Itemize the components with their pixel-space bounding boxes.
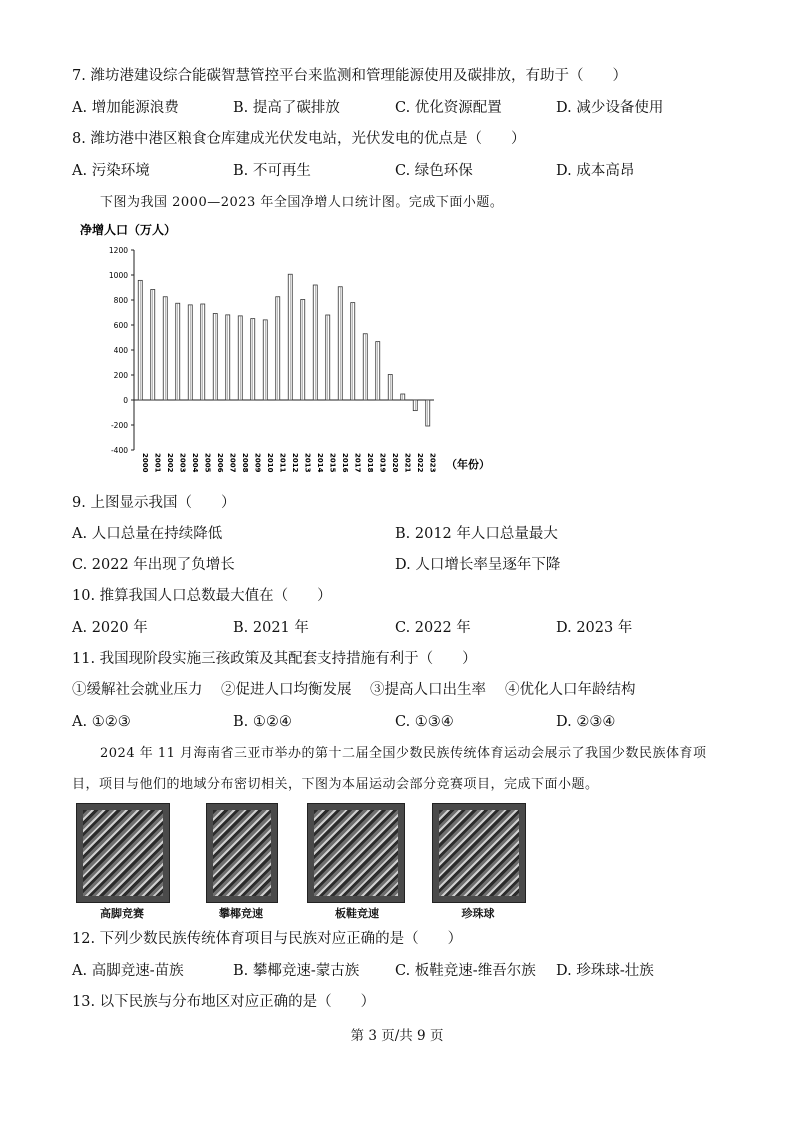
q11-option-a: A. ①②③ xyxy=(72,714,131,730)
caption-stilts-race: 高脚竞赛 xyxy=(100,907,144,920)
q7-option-c: C. 优化资源配置 xyxy=(395,100,502,116)
y-tick-label: -400 xyxy=(110,446,128,455)
q9-option-b: B. 2012 年人口总量最大 xyxy=(395,526,558,542)
x-tick-label: 2017 xyxy=(353,453,362,473)
x-tick-label: 2021 xyxy=(403,453,412,473)
q12-option-d: D. 珍珠球-壮族 xyxy=(556,963,654,979)
x-axis-label: （年份） xyxy=(446,458,490,471)
x-tick-label: 2020 xyxy=(390,453,399,473)
q11-stem: 11. 我国现阶段实施三孩政策及其配套支持措施有利于（ ） xyxy=(72,651,477,667)
q8-stem: 8. 潍坊港中港区粮食仓库建成光伏发电站，光伏发电的优点是（ ） xyxy=(72,131,526,147)
x-tick-label: 2006 xyxy=(215,453,224,473)
q10-option-b: B. 2021 年 xyxy=(233,620,309,636)
q11-item-2: ②促进人口均衡发展 xyxy=(221,682,352,698)
x-tick-label: 2019 xyxy=(378,453,387,473)
stilts-race-photo xyxy=(76,803,170,903)
caption-pearl-ball: 珍珠球 xyxy=(461,907,495,920)
q7-option-b: B. 提高了碳排放 xyxy=(233,100,340,116)
q8-option-a: A. 污染环境 xyxy=(72,163,150,179)
q8-option-c: C. 绿色环保 xyxy=(395,163,473,179)
x-tick-label: 2001 xyxy=(153,453,162,473)
pearl-ball-photo xyxy=(432,803,526,903)
x-tick-label: 2000 xyxy=(140,453,149,473)
q7-option-d: D. 减少设备使用 xyxy=(556,100,664,116)
y-tick-label: 600 xyxy=(113,321,128,330)
coconut-climbing-photo xyxy=(206,803,278,903)
x-tick-label: 2013 xyxy=(303,453,312,473)
x-tick-label: 2022 xyxy=(415,453,424,473)
q9-option-d: D. 人口增长率呈逐年下降 xyxy=(395,557,561,573)
caption-board-shoes-race: 板鞋竞速 xyxy=(335,907,379,920)
q8-option-d: D. 成本高昂 xyxy=(556,163,635,179)
y-tick-label: 1200 xyxy=(108,246,128,255)
q9-stem: 9. 上图显示我国（ ） xyxy=(72,495,236,511)
x-tick-label: 2003 xyxy=(178,453,187,473)
q12-option-b: B. 攀椰竞速-蒙古族 xyxy=(233,963,360,979)
q11-option-c: C. ①③④ xyxy=(395,714,454,730)
y-tick-label: 1000 xyxy=(108,271,128,280)
q11-item-4: ④优化人口年龄结构 xyxy=(505,682,636,698)
q10-option-a: A. 2020 年 xyxy=(72,620,148,636)
y-tick-label: 400 xyxy=(113,346,128,355)
x-tick-label: 2011 xyxy=(278,453,287,473)
x-tick-label: 2004 xyxy=(190,453,199,473)
q7-option-a: A. 增加能源浪费 xyxy=(72,100,179,116)
q11-item-1: ①缓解社会就业压力 xyxy=(72,682,203,698)
x-tick-label: 2023 xyxy=(428,453,437,473)
q10-option-d: D. 2023 年 xyxy=(556,620,633,636)
caption-coconut-climbing: 攀椰竞速 xyxy=(219,907,263,920)
q11-option-b: B. ①②④ xyxy=(233,714,292,730)
x-tick-label: 2009 xyxy=(253,453,262,473)
q13-stem: 13. 以下民族与分布地区对应正确的是（ ） xyxy=(72,994,376,1010)
x-tick-label: 2018 xyxy=(365,453,374,473)
sports-intro-line-1: 2024 年 11 月海南省三亚市举办的第十二届全国少数民族传统体育运动会展示了我国少数民族体育项 xyxy=(100,746,707,761)
x-tick-label: 2015 xyxy=(328,453,337,473)
q11-item-3: ③提高人口出生率 xyxy=(370,682,486,698)
y-tick-label: 800 xyxy=(113,296,128,305)
x-tick-label: 2016 xyxy=(340,453,349,473)
population-chart xyxy=(70,218,500,478)
sports-intro-line-2: 目，项目与他们的地域分布密切相关，下图为本届运动会部分竞赛项目，完成下面小题。 xyxy=(72,777,599,792)
q8-option-b: B. 不可再生 xyxy=(233,163,311,179)
q9-option-a: A. 人口总量在持续降低 xyxy=(72,526,223,542)
y-tick-label: -200 xyxy=(110,421,128,430)
x-tick-label: 2008 xyxy=(240,453,249,473)
q10-option-c: C. 2022 年 xyxy=(395,620,471,636)
q12-stem: 12. 下列少数民族传统体育项目与民族对应正确的是（ ） xyxy=(72,931,463,947)
page-number: 第 3 页/共 9 页 xyxy=(350,1028,444,1044)
q12-option-c: C. 板鞋竞速-维吾尔族 xyxy=(395,963,536,979)
chart-intro: 下图为我国 2000—2023 年全国净增人口统计图。完成下面小题。 xyxy=(100,195,504,210)
q11-option-d: D. ②③④ xyxy=(556,714,616,730)
x-tick-label: 2012 xyxy=(290,453,299,473)
x-tick-label: 2002 xyxy=(165,453,174,473)
q12-option-a: A. 高脚竞速-苗族 xyxy=(72,963,184,979)
q9-option-c: C. 2022 年出现了负增长 xyxy=(72,557,235,573)
chart-title: 净增人口（万人） xyxy=(80,223,177,237)
board-shoes-race-photo xyxy=(307,803,405,903)
x-tick-label: 2005 xyxy=(203,453,212,473)
x-tick-label: 2007 xyxy=(228,453,237,473)
q10-stem: 10. 推算我国人口总数最大值在（ ） xyxy=(72,588,332,604)
y-tick-label: 200 xyxy=(113,371,128,380)
x-tick-label: 2010 xyxy=(265,453,274,473)
q7-stem: 7. 潍坊港建设综合能碳智慧管控平台来监测和管理能源使用及碳排放，有助于（ ） xyxy=(72,68,627,84)
x-tick-label: 2014 xyxy=(315,453,324,473)
y-tick-label: 0 xyxy=(123,396,128,405)
